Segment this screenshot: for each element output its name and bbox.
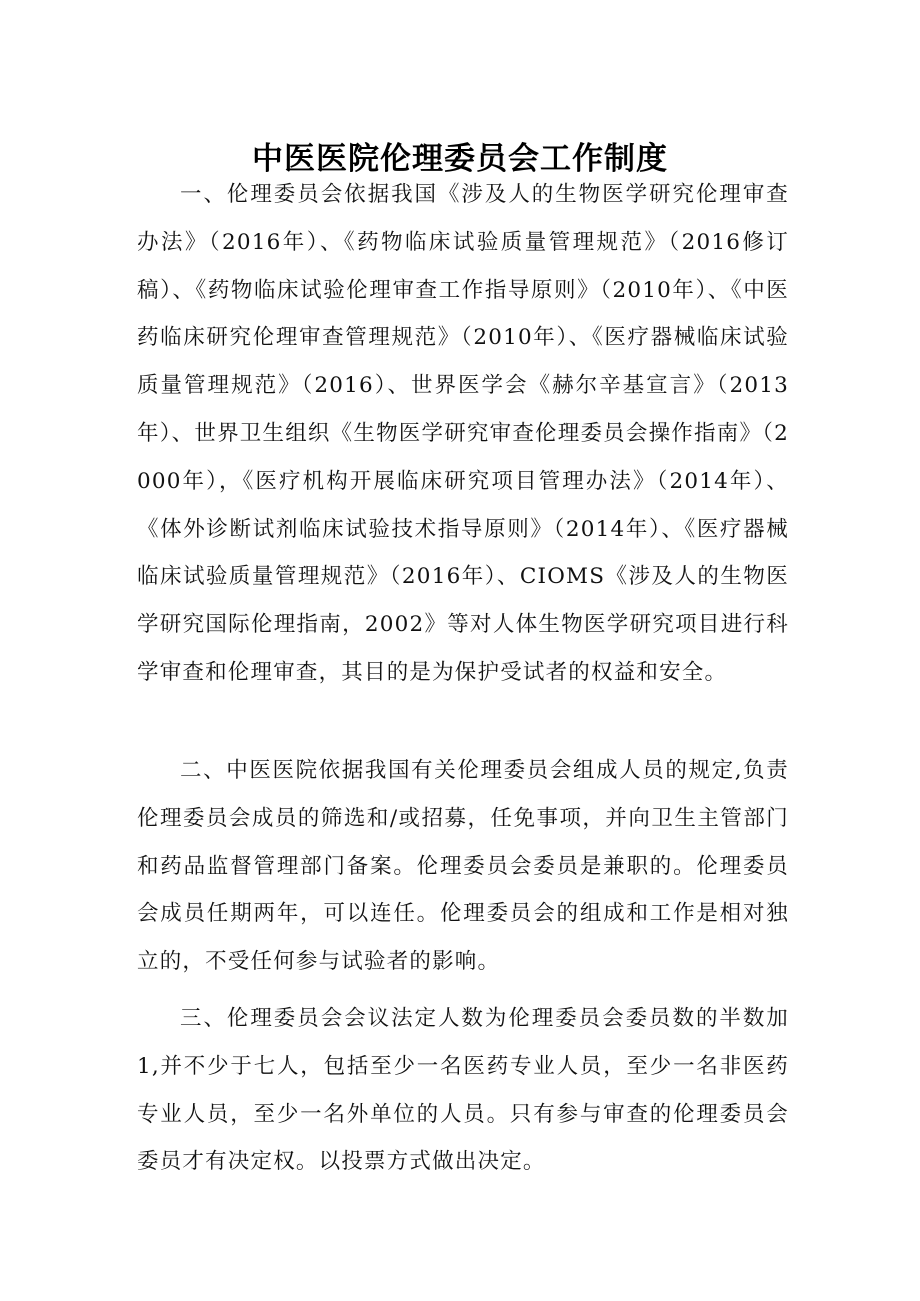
document-title: 中医医院伦理委员会工作制度 [252, 140, 668, 177]
paragraph-2: 二、中医医院依据我国有关伦理委员会组成人员的规定,负责伦理委员会成员的筛选和/或招募，任免事项，并向卫生主管部门和药品监督管理部门备案。伦理委员会委员是兼职的。伦理委员会成员任期两年，可以连任。伦理委员会的组成和工作是相对独立的，不受任何参与试验者的影响。 [137, 758, 789, 975]
paragraph-3: 三、伦理委员会会议法定人数为伦理委员会委员数的半数加1,并不少于七人，包括至少一名医药专业人员，至少一名非医药专业人员，至少一名外单位的人员。只有参与审查的伦理委员会委员才有决定权。以投票方式做出决定。 [137, 1006, 789, 1175]
paragraph-1: 一、伦理委员会依据我国《涉及人的生物医学研究伦理审查办法》（2016年）、《药物临床试验质量管理规范》（2016修订稿）、《药物临床试验伦理审查工作指导原则》（2010年）、《中医药临床研究伦理审查管理规范》（2010年）、《医疗器械临床试验质量管理规范》（2016）、世界医学会《赫尔辛基宣言》（2013年）、世界卫生组织《生物医学研究审查伦理委员会操作指南》（2000年），《医疗机构开展临床研究项目管理办法》（2014年）、《体外诊断试剂临床试验技术指导原则》（2014年）、《医疗器械临床试验质量管理规范》（2016年）、CIOMS《涉及人的生物医学研究国际伦理指南，2002》等对人体生物医学研究项目进行科学审查和伦理审查，其目的是为保护受试者的权益和安全。 [137, 182, 789, 685]
